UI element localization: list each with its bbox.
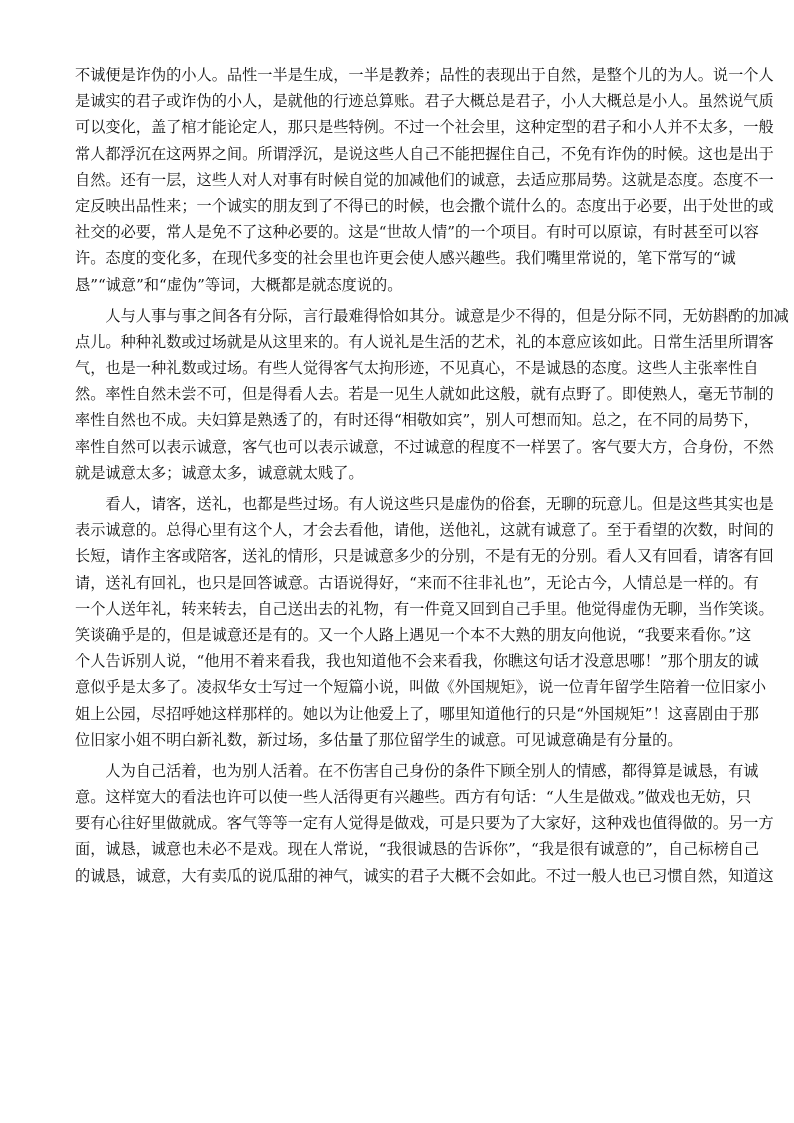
document-body bbox=[75, 62, 789, 889]
text-line: 点儿。种种礼数或过场就是从这里来的。有人说礼是生活的艺术，礼的本意应该如此。日常生活里所谓客 bbox=[75, 332, 774, 351]
text-line: 常人都浮沉在这两界之间。所谓浮沉，是说这些人自己不能把握住自己，不免有诈伪的时候。这也是出于 bbox=[75, 144, 774, 163]
text-line: 气，也是一种礼数或过场。有些人觉得客气太拘形迹，不见真心，不是诚恳的态度。这些人主张率性自 bbox=[75, 359, 759, 378]
text-line: 可以变化，盖了棺才能论定人，那只是些特例。不过一个社会里，这种定型的君子和小人并不太多，一般 bbox=[75, 118, 774, 137]
paragraph bbox=[75, 758, 774, 889]
text-line: 社交的必要，常人是免不了这种必要的。这是“世故人情”的一个项目。有时可以原谅，有时甚至可以容 bbox=[75, 223, 759, 242]
text-line: 要有心往好里做就成。客气等等一定有人觉得是做戏，可是只要为了大家好，这种戏也值得做的。另一方 bbox=[75, 814, 774, 833]
paragraph bbox=[75, 62, 774, 298]
text-line: 然。率性自然未尝不可，但是得看人去。若是一见生人就如此这般，就有点野了。即使熟人，毫无节制的 bbox=[75, 385, 774, 404]
text-line: 不诚便是诈伪的小人。品性一半是生成，一半是教养；品性的表现出于自然，是整个儿的为人。说一个人 bbox=[75, 66, 774, 84]
text-line: 意似乎是太多了。凌叔华女士写过一个短篇小说，叫做《外国规矩》，说一位青年留学生陪着一位旧家小 bbox=[75, 678, 767, 697]
text-line: 位旧家小姐不明白新礼数，新过场，多估量了那位留学生的诚意。可见诚意确是有分量的。 bbox=[75, 730, 683, 749]
text-line: 恳”“诚意”和“虚伪”等词，大概都是就态度说的。 bbox=[75, 275, 403, 294]
text-line: 面，诚恳，诚意也未必不是戏。现在人常说，“我很诚恳的告诉你”，“我是很有诚意的”，自己标榜自己 bbox=[75, 840, 760, 859]
text-line: 定反映出品性来；一个诚实的朋友到了不得已的时候，也会撒个谎什么的。态度出于必要，出于处世的或 bbox=[75, 196, 774, 215]
text-line: 人与人事与事之间各有分际，言行最难得恰如其分。诚意是少不得的，但是分际不同，无妨斟酌的加减 bbox=[105, 306, 789, 325]
text-line: 看人，请客，送礼，也都是些过场。有人说这些只是虚伪的俗套，无聊的玩意儿。但是这些其实也是 bbox=[105, 495, 774, 513]
text-line: 笑谈确乎是的，但是诚意还是有的。又一个人路上遇见一个本不大熟的朋友向他说，“我要来看你。”这 bbox=[75, 625, 752, 644]
text-line: 表示诚意的。总得心里有这个人，才会去看他，请他，送他礼，这就有诚意了。至于看望的次数，时间的 bbox=[75, 521, 774, 540]
text-line: 率性自然可以表示诚意，客气也可以表示诚意，不过诚意的程度不一样罢了。客气要大方，合身份，不然 bbox=[75, 437, 774, 456]
text-line: 自然。还有一层，这些人对人对事有时候自觉的加减他们的诚意，去适应那局势。这就是态度。态度不一 bbox=[75, 170, 774, 189]
text-line: 意。这样宽大的看法也许可以使一些人活得更有兴趣些。西方有句话：“人生是做戏。”做戏也无妨，只 bbox=[75, 788, 752, 807]
paragraph bbox=[75, 303, 789, 486]
text-line: 请，送礼有回礼，也只是回答诚意。古语说得好，“来而不往非礼也”，无论古今，人情总是一样的。有 bbox=[75, 573, 759, 592]
text-line: 是诚实的君子或诈伪的小人，是就他的行迹总算账。君子大概总是君子，小人大概总是小人。虽然说气质 bbox=[75, 92, 774, 111]
text-line: 人为自己活着，也为别人活着。在不伤害自己身份的条件下顾全别人的情感，都得算是诚恳，有诚 bbox=[105, 761, 759, 780]
text-line: 许。态度的变化多，在现代多变的社会里也许更会使人感兴趣些。我们嘴里常说的，笔下常写的“诚 bbox=[75, 249, 736, 268]
paragraph bbox=[75, 491, 774, 753]
text-line: 的诚恳，诚意，大有卖瓜的说瓜甜的神气，诚实的君子大概不会如此。不过一般人也已习惯自然，知道这 bbox=[75, 866, 774, 885]
text-line: 个人告诉别人说，“他用不着来看我，我也知道他不会来看我，你瞧这句话才没意思哪！”那个朋友的诚 bbox=[75, 652, 759, 671]
text-line: 就是诚意太多；诚意太多，诚意就太贱了。 bbox=[75, 463, 364, 482]
text-line: 姐上公园，尽招呼她这样那样的。她以为让他爱上了，哪里知道他行的只是“外国规矩”！这喜剧由于那 bbox=[75, 704, 759, 723]
text-line: 长短，请作主客或陪客，送礼的情形，只是诚意多少的分别，不是有无的分别。看人又有回看，请客有回 bbox=[75, 547, 774, 566]
text-line: 一个人送年礼，转来转去，自己送出去的礼物，有一件竟又回到自己手里。他觉得虚伪无聊，当作笑谈。 bbox=[75, 599, 774, 618]
text-line: 率性自然也不成。夫妇算是熟透了的，有时还得“相敬如宾”，别人可想而知。总之，在不同的局势下， bbox=[75, 411, 759, 430]
